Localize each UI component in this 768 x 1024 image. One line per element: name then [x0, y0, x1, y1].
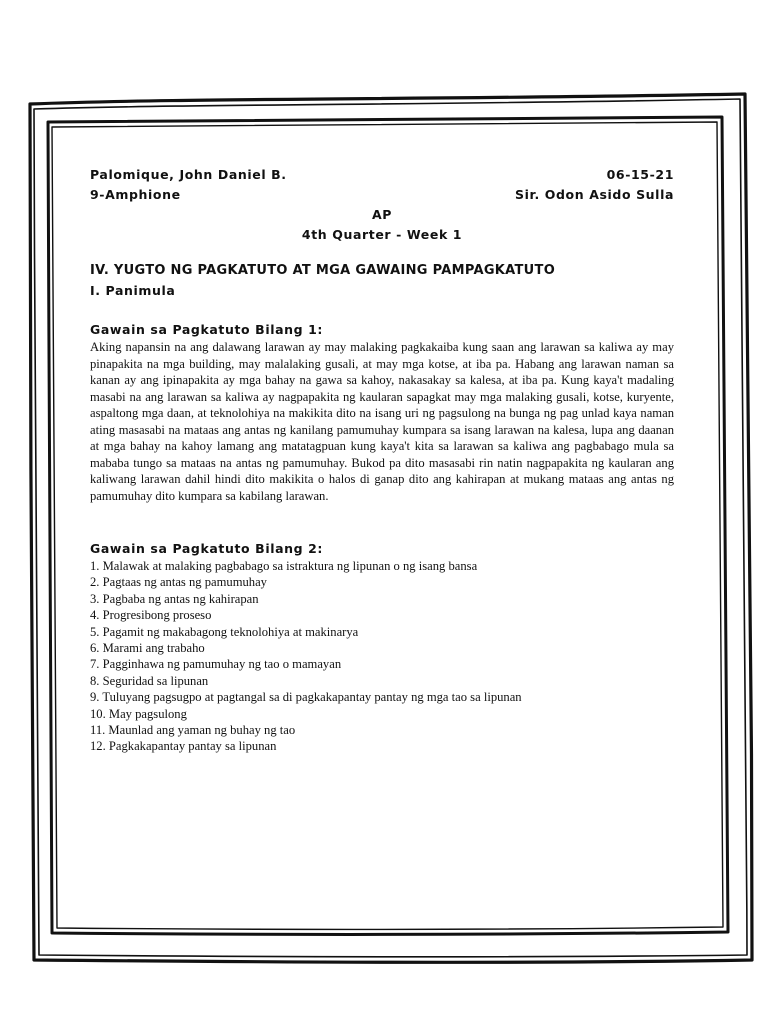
document-content	[90, 165, 674, 755]
activity-1-title: Gawain sa Pagkatuto Bilang 1:	[90, 322, 324, 337]
list-item: 5. Pagamit ng makabagong teknolohiya at makinarya	[90, 624, 359, 639]
header-row-2	[90, 185, 674, 205]
list-item: 8. Seguridad sa lipunan	[90, 673, 209, 688]
list-item: 4. Progresibong proseso	[90, 608, 212, 623]
activity-2-title: Gawain sa Pagkatuto Bilang 2:	[90, 541, 324, 556]
section-title: IV. YUGTO NG PAGKATUTO AT MGA GAWAING PAMPAGKATUTO	[90, 263, 556, 278]
date: 06-15-21	[606, 167, 674, 182]
activity-1-text: Aking napansin na ang dalawang larawan ay may malaking pagkakaiba kung saan ang larawan sa kaliwa ay may pinapakita na mga building, may malalaking gusali, at may mga kotse, at iba pa. Habang ang larawan naman sa kanan ay ang ipinapakita ay mga bahay na gawa sa kahoy, nakasakay sa kalesa, at iba pa. Kung kaya't madaling masabi na ang larawan sa kaliwa ay nagpapakita ng kaularan sapagkat may mga malaking gusali, kotse, kuryente, aspaltong mga daan, at teknolohiya na makikita dito na isang uri ng pagsulong na bunga ng pag unlad kaya naman ating masasabi na mataas ang antas ng kanilang pamumuhay kumpara sa isang larawan na kalesa, lupa ang daanan at mga bahay na kahoy lamang ang matatagpuan kung kaya't kita sa larawan sa kaliwa ang pagbabago mula sa mababa tungo sa mataas na antas ng pamumuhay. Bukod pa dito masasabi rin natin nagpapakita ng kaularan ang kaliwang larawan dahil hindi dito makikita o halos di ganap dito ang kahirapan at mukang mataas ang antas ng pamumuhay dito kumpara sa kabilang larawan.	[90, 340, 674, 503]
subsection-title: I. Panimula	[90, 283, 176, 298]
list-item: 1. Malawak at malaking pagbabago sa istraktura ng lipunan o ng isang bansa	[90, 559, 478, 573]
list-item: 9. Tuluyang pagsugpo at pagtangal sa di pagkakapantay pantay ng mga tao sa lipunan	[90, 690, 522, 705]
list-item: 3. Pagbaba ng antas ng kahirapan	[90, 591, 259, 606]
student-name: Palomique, John Daniel B.	[90, 167, 287, 182]
teacher-name: Sir. Odon Asido Sulla	[515, 187, 674, 202]
list-item: 11. Maunlad ang yaman ng buhay ng tao	[90, 723, 296, 738]
header-row-1	[90, 165, 674, 185]
list-item: 7. Pagginhawa ng pamumuhay ng tao o mamayan	[90, 657, 342, 672]
list-item: 12. Pagkakapantay pantay sa lipunan	[90, 739, 277, 754]
list-item: 2. Pagtaas ng antas ng pamumuhay	[90, 575, 267, 590]
list-item: 6. Marami ang trabaho	[90, 641, 205, 656]
list-item: 10. May pagsulong	[90, 706, 187, 721]
subject: AP	[371, 207, 393, 222]
activity-2-list	[90, 558, 674, 755]
quarter-week: 4th Quarter - Week 1	[301, 227, 463, 242]
student-section: 9-Amphione	[90, 187, 181, 202]
